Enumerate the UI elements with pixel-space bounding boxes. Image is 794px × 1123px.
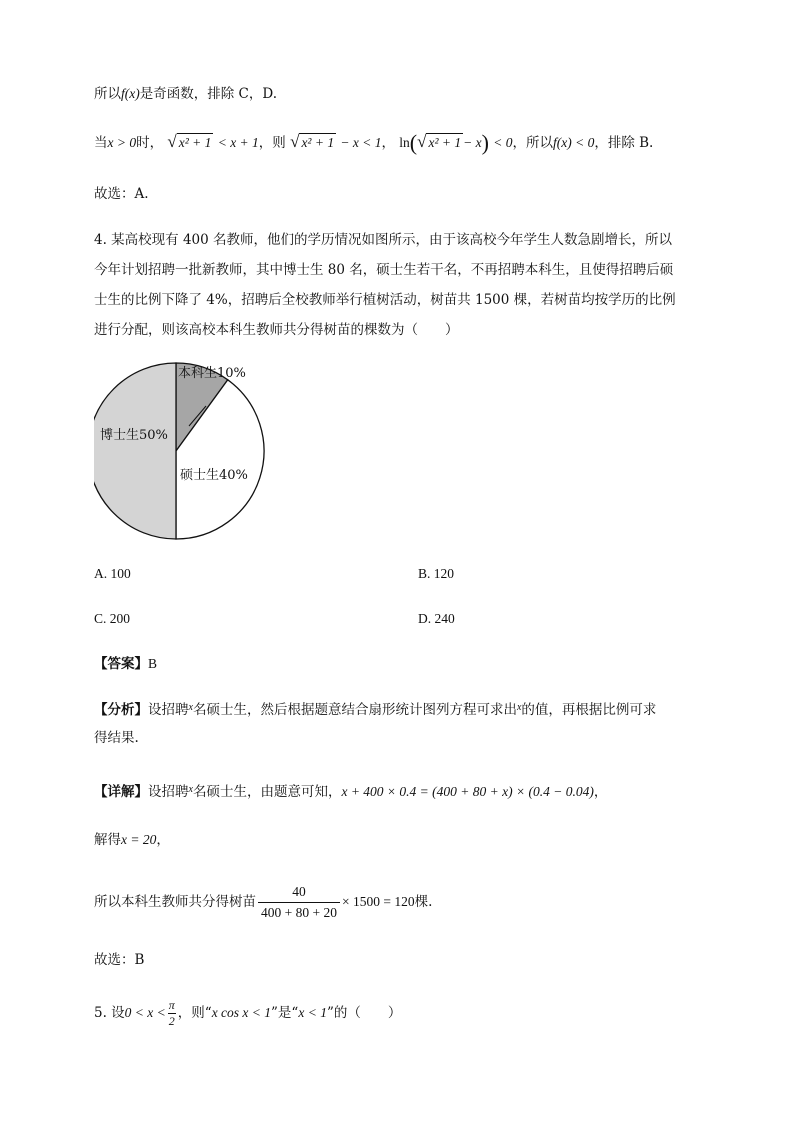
- result-line: [94, 880, 432, 924]
- paren-right: ): [481, 130, 489, 155]
- solve-line: [94, 830, 170, 850]
- math-sqrt: x² + 1: [428, 135, 462, 150]
- math-sqrt: x² + 1: [301, 135, 335, 150]
- radical-sign: √: [417, 132, 427, 151]
- detail-tag: 【详解】: [94, 784, 148, 800]
- text: 解得: [94, 832, 121, 848]
- answer-tag: 【答案】: [94, 656, 148, 672]
- text-line-odd-function: [94, 84, 277, 104]
- text: ”是“: [271, 1005, 299, 1021]
- answer-value: B: [148, 656, 158, 671]
- text-line-inequality: [94, 132, 653, 153]
- pie-label-doctor: 博士生50%: [100, 428, 168, 443]
- text: 设招聘: [148, 702, 189, 718]
- math-x: x: [516, 702, 522, 713]
- text: 设招聘: [148, 784, 189, 800]
- fraction-pi-over-2: [168, 998, 176, 1029]
- question-4-line-2: 今年计划招聘一批新教师，其中博士生 80 名，硕士生若干名，不再招聘本科生，且使得招聘后硕: [94, 262, 674, 278]
- math-ln: ln: [399, 135, 410, 150]
- option-c: C. 200: [94, 611, 131, 626]
- text: ，则“: [177, 1005, 212, 1021]
- math-fx: f(x): [121, 86, 140, 101]
- text: 棵.: [414, 894, 433, 910]
- text: 所以本科生教师共分得树苗: [94, 894, 256, 910]
- text: 当: [94, 135, 108, 151]
- analysis-tag: 【分析】: [94, 702, 148, 718]
- math-result: × 1500 = 120: [341, 894, 415, 909]
- pie-slice-3: [94, 363, 176, 539]
- fraction-denominator: 2: [168, 1014, 175, 1028]
- math-solution: x = 20: [121, 832, 157, 847]
- math-ineq: < 0: [493, 135, 513, 150]
- question-4-line-1: 4. 某高校现有 400 名教师，他们的学历情况如图所示，由于该高校今年学生人数急剧增长，所以: [94, 232, 673, 248]
- option-b: B. 120: [418, 566, 455, 581]
- text: ，排除 B.: [594, 135, 654, 151]
- math-sqrt: x² + 1: [178, 135, 212, 150]
- final-choice: 故选：B: [94, 952, 145, 968]
- math-fx: f(x) < 0: [552, 135, 595, 150]
- fraction-denominator: 400 + 80 + 20: [261, 905, 337, 920]
- text: ，: [381, 135, 395, 151]
- text: 时，: [136, 135, 164, 151]
- math-cond: x > 0: [107, 135, 137, 150]
- math-x: x: [188, 702, 193, 713]
- math-condition: x cos x < 1: [211, 1005, 272, 1020]
- detail-line: [94, 780, 607, 802]
- pie-label-master: 硕士生40%: [180, 468, 248, 483]
- text: 名硕士生，由题意可知，: [192, 784, 342, 800]
- math-ineq: 0 < x <: [124, 1005, 166, 1020]
- degree-pie-chart: [94, 360, 274, 546]
- answer-line: [94, 654, 157, 674]
- text-line-choice-a: 故选：A.: [94, 186, 149, 202]
- fraction-numerator: π: [168, 998, 175, 1012]
- text: 的值，再根据比例可求: [521, 702, 657, 718]
- text: ”的（ ）: [326, 1005, 402, 1021]
- question-4-line-3: 士生的比例下降了 4%，招聘后全校教师举行植树活动，树苗共 1500 棵，若树苗均按学历的比例: [94, 292, 676, 308]
- option-a: A. 100: [94, 566, 131, 581]
- text: 5. 设: [94, 1005, 125, 1021]
- paren-left: (: [409, 130, 418, 155]
- option-d: D. 240: [418, 611, 455, 626]
- math-equation: x + 400 × 0.4 = (400 + 80 + x) × (0.4 − 0.04): [341, 784, 594, 799]
- pie-slices: [94, 363, 264, 539]
- analysis-line-1: [94, 698, 656, 720]
- text: ，: [156, 832, 170, 848]
- text: 是奇函数，排除 C，D.: [139, 86, 277, 102]
- text: ，: [593, 784, 608, 800]
- math-ineq: − x < 1: [340, 135, 382, 150]
- fraction: [258, 882, 340, 923]
- question-4-line-4: 进行分配，则该高校本科生教师共分得树苗的棵数为（ ）: [94, 322, 459, 338]
- analysis-line-2: 得结果.: [94, 730, 139, 746]
- math-condition: x < 1: [298, 1005, 327, 1020]
- math-x: x: [188, 784, 193, 795]
- question-5-line: [94, 996, 401, 1030]
- math-ln-tail: − x: [463, 135, 482, 150]
- text: ，所以: [512, 135, 553, 151]
- text: ，则: [258, 135, 286, 151]
- text: 所以: [94, 86, 121, 102]
- fraction-numerator: 40: [258, 882, 340, 903]
- math-ineq: < x + 1: [217, 135, 259, 150]
- radical-sign: √: [167, 132, 177, 151]
- pie-label-bachelor: 本科生10%: [178, 366, 246, 381]
- text: 名硕士生，然后根据题意结合扇形统计图列方程可求出: [192, 702, 517, 718]
- radical-sign: √: [290, 132, 300, 151]
